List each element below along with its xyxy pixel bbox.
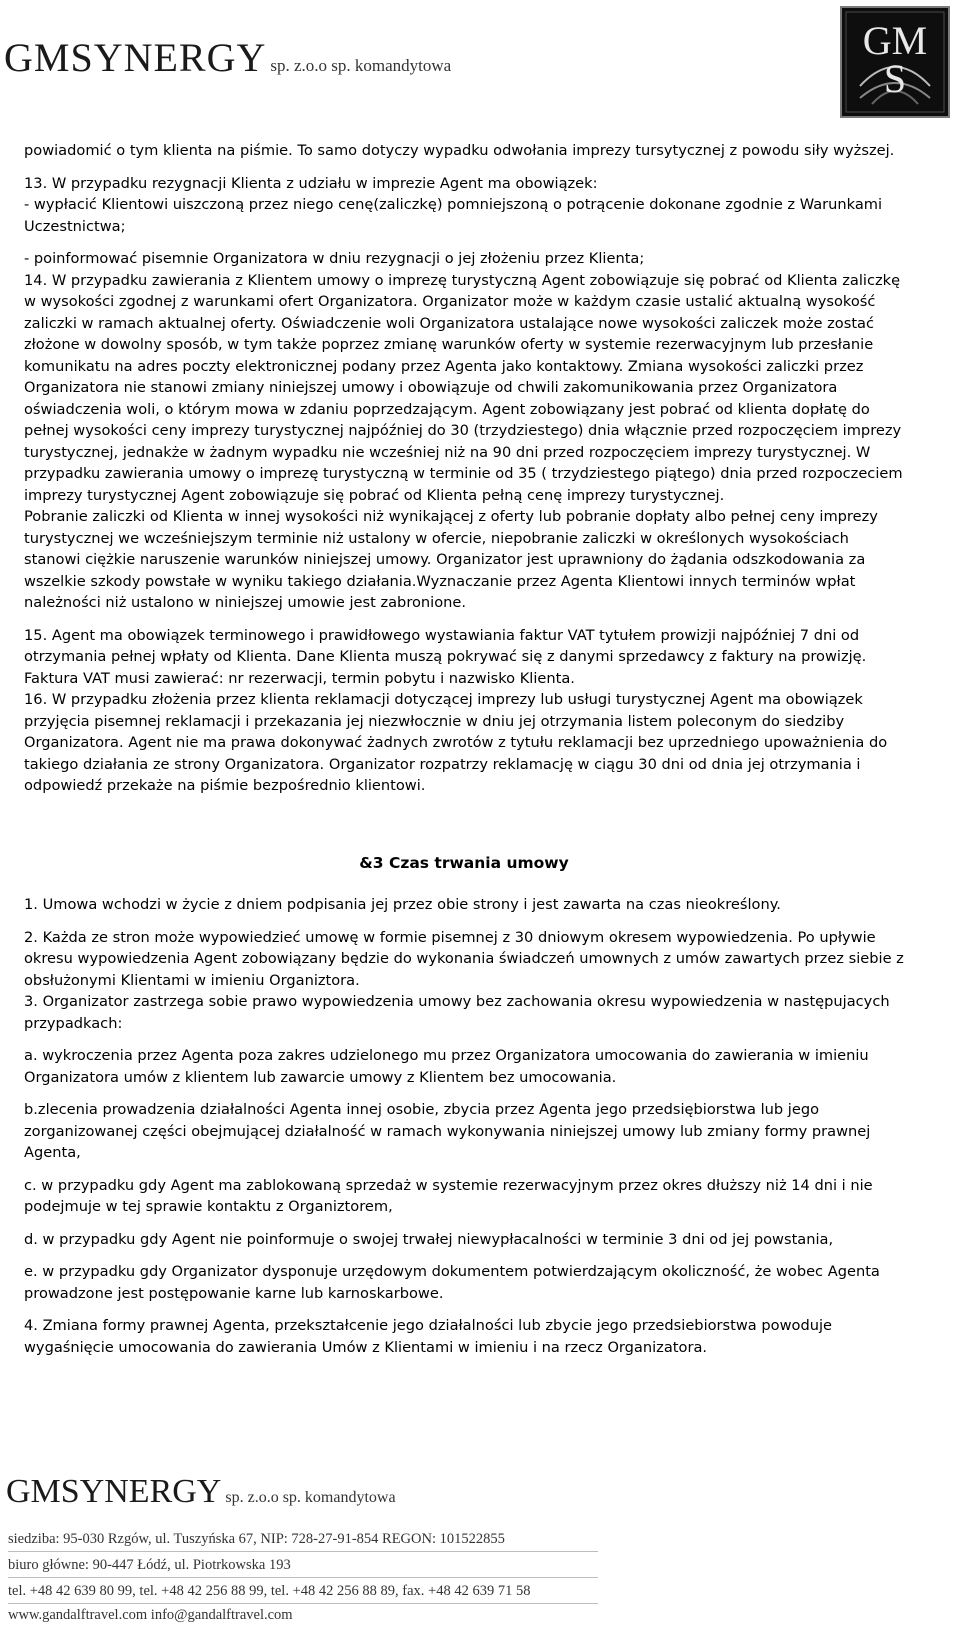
section-title: &3 Czas trwania umowy — [359, 853, 569, 872]
company-logo — [4, 34, 451, 81]
footer-divider — [8, 1603, 598, 1604]
section-paragraph-2-3: 2. Każda ze stron może wypowiedzieć umowę w formie pisemnej z 30 dniowym okresem wypowiedzenia. Po upływie okresu wypowiedzenia Agent zobowiązany będzie do wykonania świadczeń umownych z umów zawartych przez siebie z obsłużonymi Klientami w imieniu Organiztora. 3. Organizator zastrzega sobie prawo wypowiedzenia umowy bez zachowania okresu wypowiedzenia w następujacych przypadkach: — [24, 928, 904, 1032]
footer-address-office: biuro główne: 90-447 Łódź, ul. Piotrkowska 193 — [8, 1557, 291, 1573]
paragraph-13: 13. W przypadku rezygnacji Klienta z udziału w imprezie Agent ma obowiązek: - wypłacić Klientowi uiszczoną przez niego cenę(zaliczkę) pomniejszoną o potrącenie dokonane zgodnie z Warunkami Uczestnictwa; — [24, 174, 883, 235]
section-item-a: a. wykroczenia przez Agenta poza zakres udzielonego mu przez Organizatora umocowania do zawierania w imieniu Organizatora umów z klientem lub zawarcie umowy z Klientem bez umocowania. — [24, 1047, 869, 1086]
section-paragraph-4: 4. Zmiana formy prawnej Agenta, przekształcenie jego działalności lub zbycie jego przedsiebiorstwa powoduje wygaśnięcie umocowania do zawierania Umów z Klientami w imieniu i na rzecz Organizatora. — [24, 1317, 832, 1356]
footer-divider — [8, 1551, 598, 1552]
section-item-d: d. w przypadku gdy Agent nie poinformuje o swojej trwałej niewypłacalności w terminie 3 dni od jej powstania, — [24, 1230, 834, 1248]
logo-main-text: GMSYNERGY — [4, 35, 267, 80]
footer-web-email[interactable]: www.gandalftravel.com info@gandalftravel.com — [8, 1607, 293, 1623]
footer-logo-sub: sp. z.o.o sp. komandytowa — [225, 1489, 396, 1506]
logo-sub-text: sp. z.o.o sp. komandytowa — [270, 56, 452, 75]
footer-logo-main: GMSYNERGY — [6, 1473, 222, 1510]
page-header — [0, 0, 960, 125]
paragraph-14: - poinformować pisemnie Organizatora w dniu rezygnacji o jej złożeniu przez Klienta; 14. W przypadku zawierania z Klientem umowy o imprezę turystyczną Agent zobowiązuje się pobrać od Klienta zaliczkę w wysokości zgodnej z warunkami ofert Organizatora. Organizator może w każdym czasie ustalić aktualną wysokość zaliczki w ramach aktualnej oferty. Oświadczenie woli Organizatora ustalające nowe wysokości zaliczek może zostać złożone w dowolny sposób, w tym także poprzez zmianę warunków oferty w systemie rezerwacyjnym lub przesłanie komunikatu na adres poczty elektronicznej podany przez Agenta jako kontaktowy. Zmiana wysokości zaliczki przez Organizatora nie stanowi zmiany niniejszej umowy i obowiązuje od chwili zakomunikowania przez Organizatora oświadczenia woli, o którym mowa w zdaniu poprzedzającym. Agent zobowiązany jest pobrać od klienta dopłatę do pełnej wysokości ceny imprezy turystycznej najpóźniej do 30 (trzydziestego) dnia włącznie przed rozpoczęciem imprezy turystycznej, jednakże w żadnym wypadku nie wcześniej niż na 90 dni przed rozpoczęciem imprezy turystycznej. W przypadku zawierania umowy o imprezę turystyczną w terminie od 35 ( trzydziestego piątego) dnia przed rozpoczeciem imprezy turystycznej Agent zobowiązuje się pobrać od Klienta pełną cenę imprezy turystycznej. Pobranie zaliczki od Klienta w innej wysokości niż wynikającej z oferty lub pobranie dopłaty albo pełnej ceny imprezy turystycznej we wcześniejszym terminie niż ustalony w ofercie, niepobranie zaliczki w określonych wysokościach stanowi ciężkie naruszenie warunków niniejszej umowy. Organizator jest uprawniony do żądania odszkodowania za wszelkie szkody powstałe w wyniku takiego działania.Wyznaczanie przez Agenta Klientowi innych terminów wpłat należności niż ustalono w niniejszej umowie jest zabronione. — [24, 250, 903, 611]
section-item-e: e. w przypadku gdy Organizator dysponuje urzędowym dokumentem potwierdzającym okoliczność, że wobec Agenta prowadzone jest postępowanie karne lub karnoskarbowe. — [24, 1263, 880, 1302]
footer-divider — [8, 1577, 598, 1578]
footer-phones: tel. +48 42 639 80 99, tel. +48 42 256 88 99, tel. +48 42 256 88 89, fax. +48 42 639 71 58 — [8, 1583, 531, 1599]
page-footer — [0, 1463, 960, 1628]
paragraph-15-16: 15. Agent ma obowiązek terminowego i prawidłowego wystawiania faktur VAT tytułem prowizji najpóźniej 7 dni od otrzymania pełnej wpłaty od Klienta. Dane Klienta muszą pokrywać się z danymi sprzedawcy z faktury na prowizję. Faktura VAT musi zawierać: nr rezerwacji, termin pobytu i nazwisko Klienta. 16. W przypadku złożenia przez klienta reklamacji dotyczącej imprezy lub usługi turystycznej Agent ma obowiązek przyjęcia pisemnej reklamacji i przekazania jej niezwłocznie w dniu jej otrzymania listem poleconym do siedziby Organizatora. Agent nie ma prawa dokonywać żadnych zwrotów z tytułu reklamacji bez uprzedniego upoważnienia do takiego działania ze strony Organizatora. Organizator rozpatrzy reklamację w ciągu 30 dni od dnia jej otrzymania i odpowiedź przekaże na piśmie bezpośrednio klientowi. — [24, 626, 888, 794]
gms-emblem-icon — [840, 6, 950, 118]
section-item-b: b.zlecenia prowadzenia działalności Agenta innej osobie, zbycia przez Agenta jego przedsiębiorstwa lub jego zorganizowanej części obejmującej działalność w ramach wykonywania niniejszej umowy lub zmiany formy prawnej Agenta, — [24, 1101, 871, 1161]
document-body — [24, 140, 904, 1358]
section-paragraph-1: 1. Umowa wchodzi w życie z dniem podpisania jej przez obie strony i jest zawarta na czas nieokreślony. — [24, 896, 781, 913]
footer-logo — [6, 1473, 396, 1511]
footer-address-hq: siedziba: 95-030 Rzgów, ul. Tuszyńska 67, NIP: 728-27-91-854 REGON: 101522855 — [8, 1531, 505, 1547]
paragraph-intro: powiadomić o tym klienta na piśmie. To samo dotyczy wypadku odwołania imprezy tursytycznej z powodu siły wyższej. — [24, 142, 895, 159]
emblem-letters: GM S — [862, 18, 928, 101]
section-item-c: c. w przypadku gdy Agent ma zablokowaną sprzedaż w systemie rezerwacyjnym przez okres dłuższy niż 14 dni i nie podejmuje w tej sprawie kontaktu z Organiztorem, — [24, 1176, 873, 1215]
